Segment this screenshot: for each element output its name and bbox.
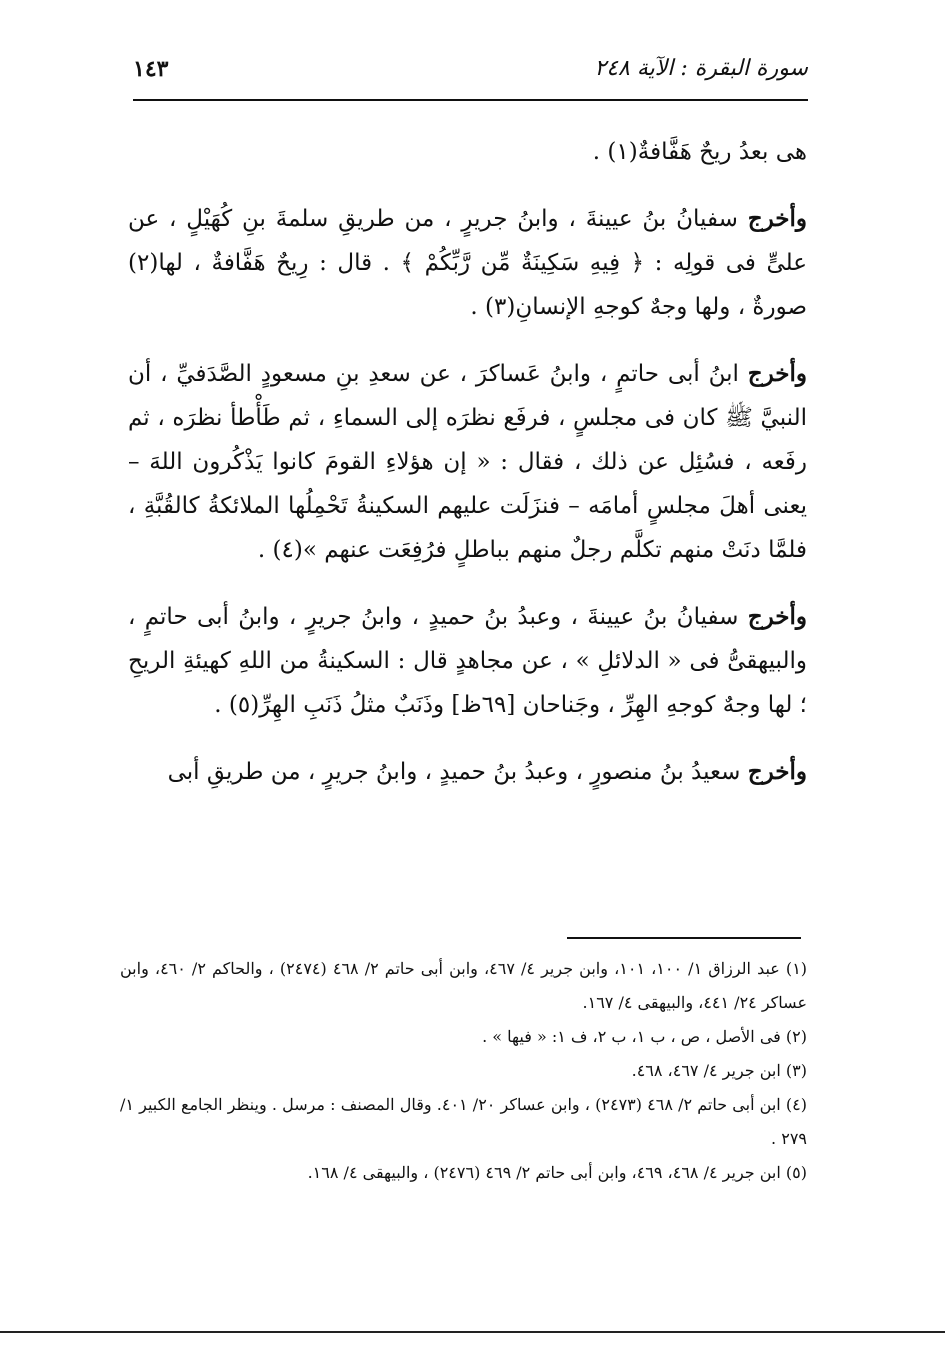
footnote: (٢) فى الأصل ، ص ، ب ١، ب ٢، ف ١: « فيها » . bbox=[482, 1027, 807, 1046]
main-text bbox=[128, 130, 807, 817]
page-header bbox=[133, 52, 808, 98]
footnotes bbox=[120, 952, 807, 1190]
paragraph bbox=[128, 352, 807, 572]
paragraph-text: ابنُ أبى حاتمٍ ، وابنُ عَساكرَ ، عن سعدِ بنِ مسعودٍ الصَّدَفيِّ ، أن النبيَّ ﷺ كان فى مجلسٍ ، فرفَع نظرَه إلى السماءِ ، ثم طَأْطأ نظرَه ، ثم رفَعه ، فسُئِل عن ذلك ، فقال : « إن هؤلاءِ القومَ كانوا يَذْكُرون اللهَ – يعنى أهلَ مجلسٍ أمامَه – فنزَلَت عليهم السكينةُ تَحْمِلُها الملائكةُ كالقُبَّةِ ، فلمَّا دنَتْ منهم تكلَّم رجلٌ منهم بباطلٍ فرُفِعَت عنهم »(٤) . bbox=[128, 361, 807, 563]
paragraph-lead: وأخرج bbox=[747, 360, 807, 387]
running-title: سورة البقرة : الآية ٢٤٨ bbox=[594, 56, 808, 81]
header-rule bbox=[133, 99, 808, 101]
paragraph-text: سفيانُ بنُ عيينةَ ، وابنُ جريرٍ ، من طريقِ سلمةَ بنِ كُهَيْلٍ ، عن علىٍّ فى قولِه : ﴿ فِيهِ سَكِينَةٌ مِّن رَّبِّكُمْ ﴾ . قال : رِيحٌ هَفَّافةٌ ، لها(٢) صورةٌ ، ولها وجهٌ كوجهِ الإنسانِ(٣) . bbox=[128, 206, 807, 320]
footnote: (٥) ابن جرير ٤/ ٤٦٨، ٤٦٩، وابن أبى حاتم ٢/ ٤٦٩ (٢٤٧٦) ، والبيهقى ٤/ ١٦٨. bbox=[307, 1163, 807, 1182]
paragraph bbox=[128, 197, 807, 329]
paragraph-lead: وأخرج bbox=[747, 758, 807, 785]
paragraph bbox=[128, 130, 807, 174]
footnote: (١) عبد الرزاق ١/ ١٠٠، ١٠١، وابن جرير ٤/ ٤٦٧، وابن أبى حاتم ٢/ ٤٦٨ (٢٤٧٤) ، والحاكم ٢/ ٤٦٠، وابن عساكر ٢٤/ ٤٤١، والبيهقى ٤/ ١٦٧. bbox=[120, 959, 808, 1012]
page-bottom-edge bbox=[0, 1331, 945, 1333]
paragraph bbox=[128, 595, 807, 727]
paragraph-lead: وأخرج bbox=[747, 205, 807, 232]
footnote-separator bbox=[567, 937, 801, 939]
footnote: (٣) ابن جرير ٤/ ٤٦٧، ٤٦٨. bbox=[631, 1061, 807, 1080]
paragraph-text: هى بعدُ ريحٌ هَفَّافةٌ(١) . bbox=[592, 139, 807, 165]
paragraph bbox=[128, 750, 807, 794]
paragraph-text: سفيانُ بنُ عيينةَ ، وعبدُ بنُ حميدٍ ، وابنُ جريرٍ ، وابنُ أبى حاتمٍ ، والبيهقىُّ فى « الدلائلِ » ، عن مجاهدٍ قال : السكينةُ من اللهِ كهيئةِ الريحِ ؛ لها وجهٌ كوجهِ الهِرِّ ، وجَناحان [٦٩ظ] وذَنَبٌ مثلُ ذَنَبِ الهِرِّ(٥) . bbox=[128, 604, 807, 718]
footnote: (٤) ابن أبى حاتم ٢/ ٤٦٨ (٢٤٧٣) ، وابن عساكر ٢٠/ ٤٠١. وقال المصنف : مرسل . وينظر الجامع الكبير ١/ ٢٧٩ . bbox=[120, 1095, 808, 1148]
paragraph-lead: وأخرج bbox=[747, 603, 807, 630]
paragraph-text: سعيدُ بنُ منصورٍ ، وعبدُ بنُ حميدٍ ، وابنُ جريرٍ ، من طريقِ أبى bbox=[167, 759, 748, 785]
page-number: ١٤٣ bbox=[133, 56, 169, 82]
